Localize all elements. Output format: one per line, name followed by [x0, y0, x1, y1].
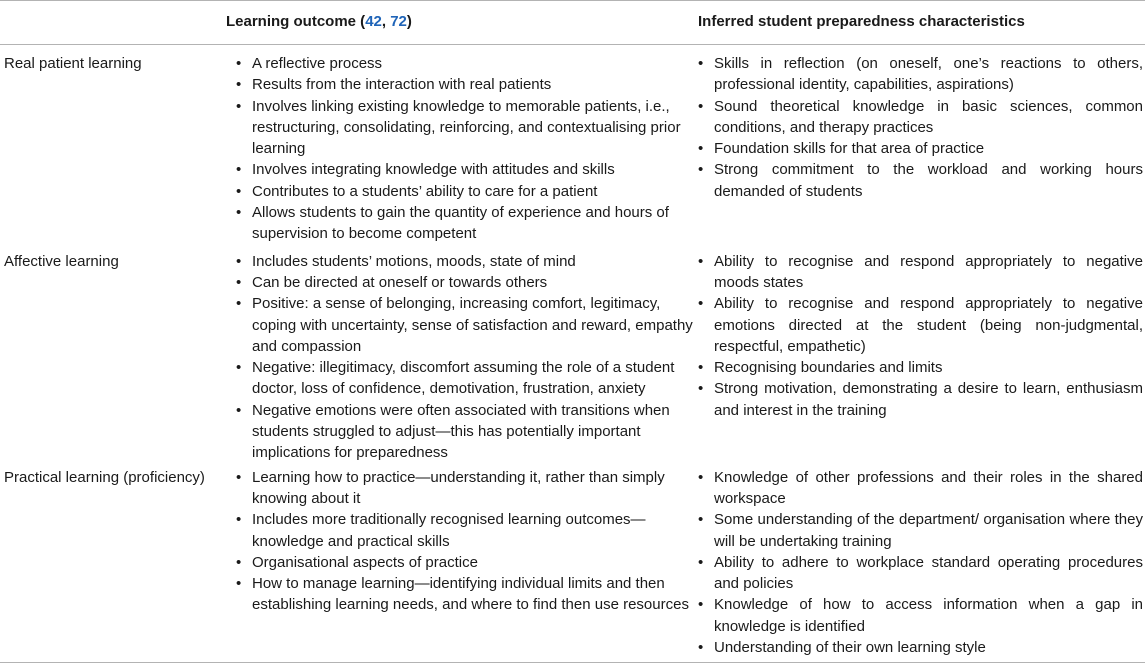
row-category: Affective learning — [4, 252, 119, 270]
list-item: • Ability to recognise and respond appropriately to negative moods states — [698, 251, 1143, 294]
list-item: • Foundation skills for that area of practice — [698, 138, 1143, 159]
list-item: • Sound theoretical knowledge in basic sciences, common conditions, and therapy practices — [698, 96, 1143, 139]
list-item: • Involves integrating knowledge with attitudes and skills — [236, 159, 694, 180]
header-learning-outcome: Learning outcome (42, 72) — [226, 1, 694, 45]
list-item: • Includes students’ motions, moods, state of mind — [236, 251, 694, 272]
preparedness-cell — [694, 250, 1145, 467]
list-item: • Contributes to a students’ ability to care for a patient — [236, 181, 694, 202]
list-item: • Ability to recognise and respond appropriately to negative emotions directed at the student (being non-judgmental, respectful, empathetic) — [698, 293, 1143, 357]
outcomes-cell — [226, 45, 694, 250]
list-item: • Knowledge of how to access information when a gap in knowledge is identified — [698, 594, 1143, 637]
table-row — [0, 250, 1145, 467]
list-item: • Negative: illegitimacy, discomfort assuming the role of a student doctor, loss of confidence, demotivation, frustration, anxiety — [236, 357, 694, 400]
list-item: • Results from the interaction with real patients — [236, 74, 694, 95]
list-item: • Allows students to gain the quantity of experience and hours of supervision to become competent — [236, 202, 694, 245]
table-row — [0, 45, 1145, 250]
list-item: • Involves linking existing knowledge to memorable patients, i.e., restructuring, consolidating, reinforcing, and contextualising prior learning — [236, 96, 694, 160]
header-category — [0, 1, 226, 45]
header-row — [0, 1, 1145, 45]
citation-link-72[interactable]: 72 — [390, 13, 407, 30]
row-category: Real patient learning — [4, 55, 142, 72]
header-preparedness: Inferred student preparedness characteristics — [694, 1, 1145, 45]
list-item: • Understanding of their own learning style — [698, 637, 1143, 658]
list-item: • Ability to adhere to workplace standard operating procedures and policies — [698, 552, 1143, 595]
list-item: • A reflective process — [236, 53, 694, 74]
list-item: • Negative emotions were often associated with transitions when students struggled to adjust—this has potentially important implications for preparedness — [236, 400, 694, 464]
list-item: • Learning how to practice—understanding it, rather than simply knowing about it — [236, 467, 694, 510]
preparedness-cell — [694, 45, 1145, 250]
list-item: • Recognising boundaries and limits — [698, 357, 1143, 378]
list-item: • Knowledge of other professions and their roles in the shared workspace — [698, 467, 1143, 510]
outcomes-cell — [226, 467, 694, 663]
list-item: • Strong commitment to the workload and working hours demanded of students — [698, 159, 1143, 202]
list-item: • How to manage learning—identifying individual limits and then establishing learning needs, and where to find then use resources — [236, 573, 694, 616]
citation-link-42[interactable]: 42 — [365, 13, 382, 30]
list-item: • Can be directed at oneself or towards others — [236, 272, 694, 293]
list-item: • Positive: a sense of belonging, increasing comfort, legitimacy, coping with uncertainty, sense of satisfaction and reward, empathy and compassion — [236, 293, 694, 357]
outcomes-cell — [226, 250, 694, 467]
list-item: • Some understanding of the department/ organisation where they will be undertaking training — [698, 509, 1143, 552]
list-item: • Skills in reflection (on oneself, one’s reactions to others, professional identity, capabilities, aspirations) — [698, 53, 1143, 96]
table-row — [0, 467, 1145, 663]
list-item: • Organisational aspects of practice — [236, 552, 694, 573]
preparedness-cell — [694, 467, 1145, 663]
list-item: • Includes more traditionally recognised learning outcomes—knowledge and practical skills — [236, 509, 694, 552]
row-category: Practical learning (proficiency) — [4, 468, 205, 486]
list-item: • Strong motivation, demonstrating a desire to learn, enthusiasm and interest in the training — [698, 378, 1143, 421]
